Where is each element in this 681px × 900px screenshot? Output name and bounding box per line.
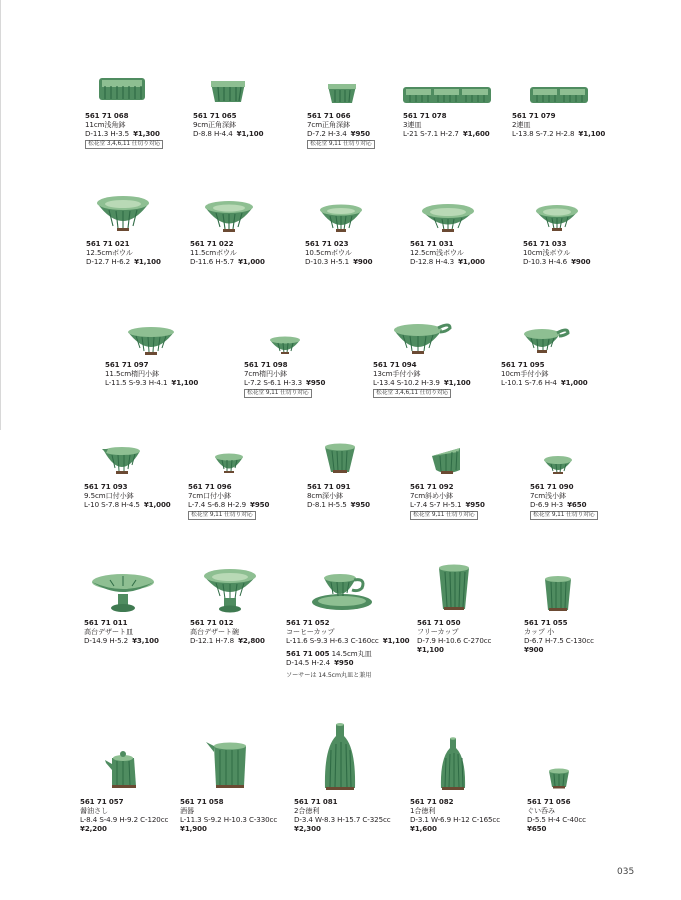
product-name: 10.5cmボウル (305, 248, 352, 257)
product-code: 561 71 082 (410, 797, 454, 806)
product-image-soy-sauce-pot (104, 748, 144, 790)
product-image-square-bowl (208, 78, 248, 106)
product-image-bowl (95, 193, 151, 233)
product-price: ¥950 (350, 129, 370, 138)
product-name: 11cm浅角鉢 (85, 120, 126, 129)
product-name: 高台デザート碗 (190, 627, 239, 636)
product-caption (294, 797, 391, 833)
product-size: D-11.6 H-5.7 (190, 257, 235, 266)
saucer-code: 561 71 005 (286, 649, 330, 658)
product-size: L-21 S-7.1 H-2.7 (403, 129, 459, 138)
product-caption (105, 360, 198, 387)
product-price: ¥2,200 (80, 824, 107, 833)
product-code: 561 71 056 (527, 797, 571, 806)
product-caption (86, 239, 161, 266)
product-name: ぐい呑み (527, 806, 555, 815)
product-caption (410, 239, 485, 266)
product-caption (305, 239, 372, 266)
product-image-small-shallow-bowl (542, 454, 574, 476)
product-code: 561 71 097 (105, 360, 149, 369)
page-number: 035 (617, 867, 635, 877)
product-image-shallow-bowl (420, 202, 476, 234)
product-caption (373, 360, 471, 398)
product-name: 7cm楕円小鉢 (244, 369, 287, 378)
product-code: 561 71 095 (501, 360, 545, 369)
product-name: フリーカップ (417, 627, 459, 636)
product-code: 561 71 093 (84, 482, 128, 491)
partition-tag: 松花堂 9,11 仕切り対応 (244, 389, 312, 398)
product-price: ¥1,000 (238, 257, 265, 266)
product-size: D-7.2 H-3.4 (307, 129, 347, 138)
product-caption (84, 482, 171, 509)
product-price: ¥900 (571, 257, 591, 266)
product-code: 561 71 011 (84, 618, 128, 627)
product-name: 7cm斜め小鉢 (410, 491, 453, 500)
product-code: 561 71 023 (305, 239, 349, 248)
product-code: 561 71 050 (417, 618, 461, 627)
product-size: D-12.8 H-4.3 (410, 257, 455, 266)
product-size: L-10 S-7.8 H-4.5 (84, 500, 140, 509)
product-image-sake-cup (547, 767, 571, 791)
product-caption (80, 797, 168, 833)
product-name: 3連皿 (403, 120, 422, 129)
product-caption (307, 111, 375, 149)
product-caption (193, 111, 263, 138)
saucer-name: 14.5cm丸皿 (331, 649, 372, 658)
product-name: 7cm正角深鉢 (307, 120, 350, 129)
product-price: ¥1,000 (458, 257, 485, 266)
product-image-sake-pitcher (204, 740, 252, 790)
product-image-bowl (318, 202, 364, 234)
product-image-footed-dessert-bowl (202, 566, 258, 616)
product-name: 9cm正角深鉢 (193, 120, 236, 129)
product-code: 561 71 096 (188, 482, 232, 491)
product-image-handled-bowl (522, 326, 570, 356)
product-image-sake-bottle-large (322, 722, 358, 792)
product-name: 10cm浅ボウル (523, 248, 571, 257)
product-price: ¥1,100 (382, 636, 410, 645)
product-size: D-10.3 H-5.1 (305, 257, 350, 266)
product-caption (530, 482, 598, 520)
product-code: 561 71 052 (286, 618, 330, 627)
product-price: ¥1,100 (417, 645, 444, 654)
product-size: D-3.4 W-8.3 H-15.7 C-325cc (294, 815, 391, 824)
product-code: 561 71 065 (193, 111, 237, 120)
saucer-size: D-14.5 H-2.4 (286, 658, 331, 667)
product-price: ¥3,100 (132, 636, 159, 645)
product-price: ¥1,100 (578, 129, 606, 138)
product-price: ¥950 (306, 378, 326, 387)
product-name: 醤油さし (80, 806, 108, 815)
product-size: L-13.4 S-10.2 H-3.9 (373, 378, 440, 387)
product-caption (501, 360, 588, 387)
product-size: D-12.1 H-7.8 (190, 636, 235, 645)
product-size: L-11.5 S-9.3 H-4.1 (105, 378, 168, 387)
product-caption (410, 797, 500, 833)
product-caption (180, 797, 277, 833)
product-code: 561 71 057 (80, 797, 124, 806)
product-size: D-7.9 H-10.6 C-270cc (417, 636, 492, 645)
product-code: 561 71 094 (373, 360, 417, 369)
product-size: L-7.2 S-6.1 H-3.3 (244, 378, 302, 387)
product-image-handled-bowl (392, 320, 452, 358)
product-name: 11.5cm楕円小鉢 (105, 369, 159, 378)
product-size: L-7.4 S-7 H-5.1 (410, 500, 462, 509)
product-caption (403, 111, 490, 138)
product-size: D-6.9 H-3 (530, 500, 564, 509)
product-size: L-13.8 S-7.2 H-2.8 (512, 129, 575, 138)
product-size: D-10.3 H-4.6 (523, 257, 568, 266)
product-price: ¥650 (527, 824, 547, 833)
product-code: 561 71 031 (410, 239, 454, 248)
product-size: D-5.5 H-4 C-40cc (527, 815, 586, 824)
product-code: 561 71 055 (524, 618, 568, 627)
product-image-sake-bottle-small (438, 736, 468, 792)
product-price: ¥650 (567, 500, 587, 509)
product-code: 561 71 079 (512, 111, 556, 120)
product-size: D-3.1 W-6.9 H-12 C-165cc (410, 815, 501, 824)
product-image-square-tray (96, 74, 148, 104)
product-image-double-dish (529, 84, 589, 106)
product-name: 10cm手付小鉢 (501, 369, 549, 378)
product-size: D-14.9 H-5.2 (84, 636, 129, 645)
product-name: 13cm手付小鉢 (373, 369, 421, 378)
product-name: 8cm深小鉢 (307, 491, 344, 500)
product-price: ¥900 (524, 645, 544, 654)
product-price: ¥1,000 (143, 500, 171, 509)
product-name: カップ 小 (524, 627, 555, 636)
partition-tag: 松花堂 3,4,6,11 仕切り対応 (85, 140, 163, 149)
product-image-triple-dish (402, 84, 492, 106)
product-price: ¥1,100 (236, 129, 264, 138)
product-caption (410, 482, 485, 520)
product-image-slanted-bowl (430, 446, 466, 476)
product-code: 561 71 021 (86, 239, 130, 248)
product-code: 561 71 012 (190, 618, 234, 627)
product-price: ¥1,600 (410, 824, 437, 833)
partition-tag: 松花堂 9,11 仕切り対応 (307, 140, 375, 149)
product-name: 7cm口付小鉢 (188, 491, 231, 500)
product-price: ¥1,100 (171, 378, 199, 387)
product-name: 2合徳利 (294, 806, 320, 815)
product-code: 561 71 092 (410, 482, 454, 491)
product-caption (307, 482, 370, 509)
product-image-spouted-bowl (212, 452, 246, 476)
product-price: ¥950 (465, 500, 485, 509)
product-caption (527, 797, 586, 833)
product-caption (417, 618, 491, 654)
saucer-price: ¥950 (334, 658, 354, 667)
product-name: 7cm浅小鉢 (530, 491, 567, 500)
product-code: 561 71 091 (307, 482, 351, 491)
partition-tag: 松花堂 9,11 仕切り対応 (188, 511, 256, 520)
product-name: 9.5cm口付小鉢 (84, 491, 134, 500)
product-size: L-11.6 S-9.3 H-6.3 C-160cc (286, 636, 379, 645)
product-caption (190, 618, 265, 645)
product-name: 酒器 (180, 806, 194, 815)
product-price: ¥1,100 (134, 257, 161, 266)
product-price: ¥2,800 (238, 636, 265, 645)
product-size: L-8.4 S-4.9 H-9.2 C-120cc (80, 815, 169, 824)
product-caption (286, 618, 410, 680)
product-code: 561 71 078 (403, 111, 447, 120)
product-image-deep-bowl (323, 442, 357, 476)
product-price: ¥1,600 (462, 129, 490, 138)
product-size: D-6.7 H-7.5 C-130cc (524, 636, 594, 645)
product-name: 12.5cmボウル (86, 248, 133, 257)
product-size: D-12.7 H-6.2 (86, 257, 131, 266)
partition-tag: 松花堂 9,11 仕切り対応 (530, 511, 598, 520)
product-image-shallow-bowl (534, 203, 580, 233)
product-size: L-11.3 S-9.2 H-10.3 C-330cc (180, 815, 278, 824)
product-price: ¥1,300 (133, 129, 160, 138)
product-image-small-oval-bowl (268, 334, 302, 356)
product-code: 561 71 022 (190, 239, 234, 248)
product-name: 11.5cmボウル (190, 248, 237, 257)
product-size: D-8.1 H-5.5 (307, 500, 347, 509)
product-image-footed-dessert-plate (90, 572, 156, 616)
product-size: D-11.3 H-3.5 (85, 129, 130, 138)
product-caption (188, 482, 269, 520)
product-name: コーヒーカップ (286, 627, 335, 636)
product-name: 2連皿 (512, 120, 531, 129)
product-price: ¥1,100 (443, 378, 471, 387)
partition-tag: 松花堂 9,11 仕切り対応 (410, 511, 478, 520)
product-image-free-cup (437, 563, 471, 613)
product-name: 12.5cm浅ボウル (410, 248, 464, 257)
partition-tag: 松花堂 3,4,6,11 仕切り対応 (373, 389, 451, 398)
product-caption (524, 618, 594, 654)
saucer-note: ソーサーは 14.5cm丸皿と兼用 (286, 672, 372, 679)
product-price: ¥1,000 (560, 378, 588, 387)
product-caption (85, 111, 163, 149)
product-price: ¥1,900 (180, 824, 207, 833)
product-code: 561 71 098 (244, 360, 288, 369)
page-edge-line (0, 0, 1, 430)
product-code: 561 71 066 (307, 111, 351, 120)
product-image-small-square-bowl (326, 82, 358, 106)
product-code: 561 71 033 (523, 239, 567, 248)
product-image-bowl (203, 198, 255, 234)
product-price: ¥950 (250, 500, 270, 509)
product-image-oval-bowl (126, 324, 176, 358)
product-code: 561 71 068 (85, 111, 129, 120)
product-caption (512, 111, 605, 138)
product-code: 561 71 090 (530, 482, 574, 491)
product-price: ¥950 (350, 500, 370, 509)
product-image-coffee-cup-saucer (310, 570, 374, 612)
product-image-spouted-bowl (100, 445, 146, 477)
product-caption (244, 360, 325, 398)
product-size: L-7.4 S-6.8 H-2.9 (188, 500, 246, 509)
product-code: 561 71 081 (294, 797, 338, 806)
product-name: 1合徳利 (410, 806, 436, 815)
product-caption (190, 239, 265, 266)
product-caption (84, 618, 159, 645)
product-image-small-cup (543, 574, 573, 614)
product-code: 561 71 058 (180, 797, 224, 806)
product-price: ¥2,300 (294, 824, 321, 833)
product-caption (523, 239, 590, 266)
product-size: D-8.8 H-4.4 (193, 129, 233, 138)
product-price: ¥900 (353, 257, 373, 266)
product-size: L-10.1 S-7.6 H-4 (501, 378, 557, 387)
product-name: 高台デザート皿 (84, 627, 133, 636)
